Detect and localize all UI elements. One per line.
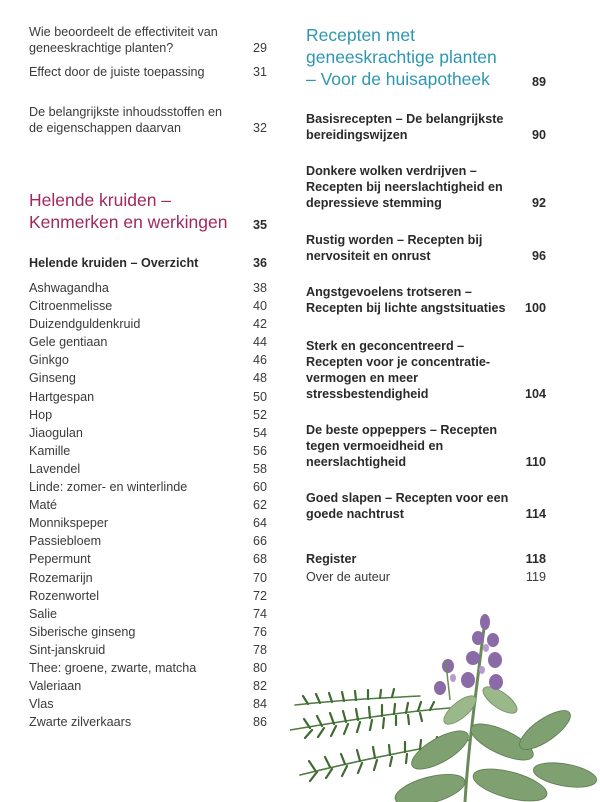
page-number: 52	[252, 407, 267, 422]
herb-list-item[interactable]	[29, 605, 267, 623]
herb-list-item[interactable]	[29, 351, 267, 369]
page-number: 82	[252, 679, 267, 694]
herb-name: Rozemarijn	[29, 570, 93, 585]
page-number: 50	[252, 389, 267, 404]
page-number: 84	[252, 697, 267, 712]
page-number: 86	[252, 715, 267, 730]
page-number: 38	[252, 281, 267, 295]
section-heading-recepten[interactable]: Recepten met geneeskrachtige planten – Voor de huisapotheek 89	[306, 25, 546, 89]
page-number: 74	[252, 606, 267, 621]
toc-entry-register[interactable]: Register 118	[306, 552, 546, 566]
herb-list-item[interactable]	[29, 460, 267, 478]
herb-list-item[interactable]	[29, 623, 267, 641]
page-number: 48	[252, 371, 267, 386]
toc-entry[interactable]: Effect door de juiste toepassing 31	[29, 65, 267, 79]
page-number: 42	[252, 317, 267, 332]
herb-name: Siberische ginseng	[29, 624, 136, 639]
herb-illustration	[290, 600, 600, 802]
herb-name: Valeriaan	[29, 679, 82, 694]
page-number: 62	[252, 498, 267, 513]
herb-name: Maté	[29, 498, 57, 513]
page-number: 78	[252, 642, 267, 657]
herb-name: Pepermunt	[29, 552, 91, 567]
herb-name: Monnikspeper	[29, 516, 109, 531]
toc-entry[interactable]: Wie beoordeelt de effectiviteit van geneeskrachtige planten? 29	[29, 25, 267, 55]
herb-list-item[interactable]	[29, 333, 267, 351]
toc-entry[interactable]: Angstgevoelens trotseren – Recepten bij lichte angstsituaties 100	[306, 285, 546, 315]
herb-name: Vlas	[29, 697, 54, 712]
toc-entry[interactable]: Basisrecepten – De belangrijkste bereidingswijzen 90	[306, 112, 546, 142]
herb-name: Ginkgo	[29, 353, 69, 368]
herb-list-item[interactable]	[29, 406, 267, 424]
herb-list-item[interactable]	[29, 388, 267, 406]
page-number: 76	[252, 624, 267, 639]
herb-list-item[interactable]	[29, 713, 267, 731]
herb-list-item[interactable]	[29, 315, 267, 333]
herb-name: Ashwagandha	[29, 281, 109, 295]
herb-list-item[interactable]	[29, 496, 267, 514]
herb-name: Thee: groene, zwarte, matcha	[29, 660, 197, 675]
page-number: 70	[252, 570, 267, 585]
herb-name: Lavendel	[29, 461, 81, 476]
page-number: 54	[252, 425, 267, 440]
herb-name: Hop	[29, 407, 53, 422]
page-number: 68	[252, 552, 267, 567]
page-number: 66	[252, 534, 267, 549]
toc-entry-overview[interactable]: Helende kruiden – Overzicht 36	[29, 256, 267, 270]
page-number: 56	[252, 443, 267, 458]
page-number: 72	[252, 588, 267, 603]
herb-name: Jiaogulan	[29, 425, 83, 440]
herb-name: Zwarte zilverkaars	[29, 715, 132, 730]
page-number: 64	[252, 516, 267, 531]
herb-name: Hartgespan	[29, 389, 95, 404]
herb-name: Sint-janskruid	[29, 642, 106, 657]
toc-entry[interactable]: De belangrijkste inhoudsstoffen en de eigenschappen daarvan 32	[29, 105, 267, 135]
herb-list-item[interactable]	[29, 369, 267, 387]
herb-name: Rozenwortel	[29, 588, 99, 603]
herb-list	[29, 279, 267, 731]
herb-list-item[interactable]	[29, 659, 267, 677]
page-number: 40	[252, 299, 267, 314]
toc-entry[interactable]: Goed slapen – Recepten voor een goede nachtrust 114	[306, 491, 546, 521]
page-number: 58	[252, 461, 267, 476]
toc-entry[interactable]: Sterk en geconcentreerd – Recepten voor je concentratie-vermogen en meer stressbestendigheid 104	[306, 339, 546, 401]
herb-list-item[interactable]	[29, 677, 267, 695]
herb-name: Ginseng	[29, 371, 76, 386]
section-heading-helende-kruiden[interactable]: Helende kruiden – Kenmerken en werkingen 35	[29, 190, 267, 232]
herb-list-item[interactable]	[29, 569, 267, 587]
herb-list-item[interactable]	[29, 478, 267, 496]
herb-name: Gele gentiaan	[29, 335, 108, 350]
herb-name: Citroenmelisse	[29, 299, 113, 314]
page-number: 46	[252, 353, 267, 368]
herb-list-item[interactable]	[29, 641, 267, 659]
herb-list-item[interactable]	[29, 532, 267, 550]
herb-name: Kamille	[29, 443, 71, 458]
page-number: 80	[252, 660, 267, 675]
toc-entry-author[interactable]: Over de auteur 119	[306, 570, 546, 584]
herb-name: Linde: zomer- en winterlinde	[29, 480, 188, 495]
page-number: 60	[252, 480, 267, 495]
toc-entry[interactable]: Rustig worden – Recepten bij nervositeit en onrust 96	[306, 233, 546, 263]
herb-list-item[interactable]	[29, 550, 267, 568]
herb-list-item[interactable]	[29, 695, 267, 713]
herb-name: Salie	[29, 606, 58, 621]
herb-list-item[interactable]	[29, 297, 267, 315]
page-number: 44	[252, 335, 267, 350]
herb-name: Passiebloem	[29, 534, 102, 549]
herb-list-item[interactable]	[29, 424, 267, 442]
herb-list-item[interactable]	[29, 514, 267, 532]
herb-list-item[interactable]	[29, 442, 267, 460]
toc-entry[interactable]: Donkere wolken verdrijven – Recepten bij neerslachtigheid en depressieve stemming 92	[306, 164, 546, 210]
herb-list-item[interactable]	[29, 279, 267, 297]
herb-list-item[interactable]	[29, 587, 267, 605]
toc-entry[interactable]: De beste oppeppers – Recepten tegen vermoeidheid en neerslachtigheid 110	[306, 423, 546, 469]
herb-name: Duizendguldenkruid	[29, 317, 141, 332]
